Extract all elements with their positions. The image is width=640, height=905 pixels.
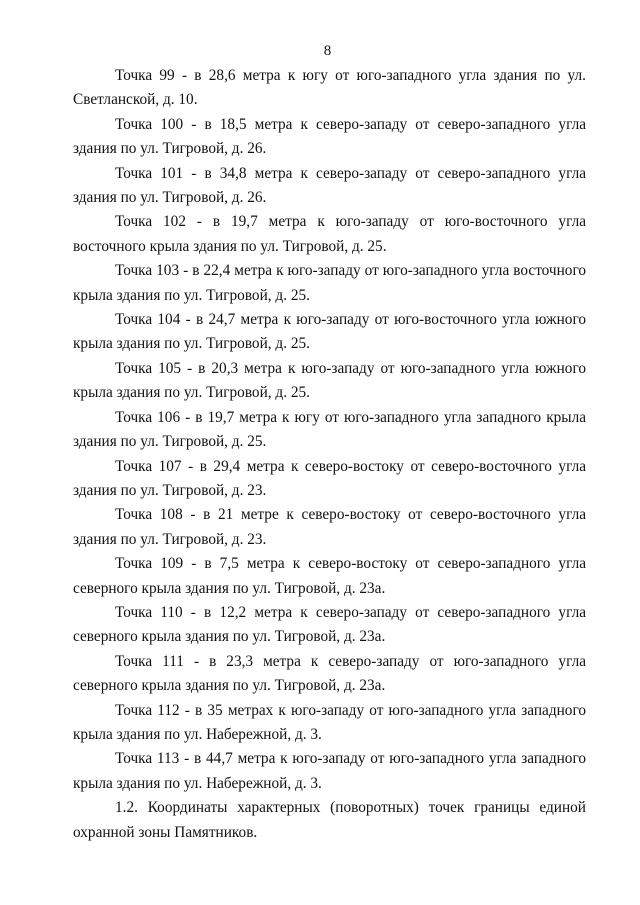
paragraph-point-100: Точка 100 - в 18,5 метра к северо-западу от северо-западного угла здания по ул. Тигровой, д. 26.: [73, 115, 586, 158]
paragraph-point-107: Точка 107 - в 29,4 метра к северо-востоку от северо-восточного угла здания по ул. Тигровой, д. 23.: [73, 457, 586, 499]
paragraph-point-111: Точка 111 - в 23,3 метра к северо-западу от юго-западного угла северного крыла здания по ул. Тигровой, д. 23а.: [73, 652, 586, 695]
paragraph-point-103: Точка 103 - в 22,4 метра к юго-западу от юго-западного угла восточного крыла здания по ул. Тигровой, д. 25.: [73, 262, 586, 304]
paragraph-point-102: Точка 102 - в 19,7 метра к юго-западу от юго-восточного угла восточного крыла здания по ул. Тигровой, д. 25.: [73, 213, 586, 255]
paragraph-point-109: Точка 109 - в 7,5 метра к северо-востоку от северо-западного угла северного крыла здания по ул. Тигровой, д. 23а.: [73, 555, 586, 597]
paragraph-point-110: Точка 110 - в 12,2 метра к северо-западу от северо-западного угла северного крыла здания по ул. Тигровой, д. 23а.: [73, 603, 586, 646]
paragraph-point-104: Точка 104 - в 24,7 метра к юго-западу от юго-восточного угла южного крыла здания по ул. Тигровой, д. 25.: [73, 311, 586, 353]
paragraph-point-99: Точка 99 - в 28,6 метра к югу от юго-западного угла здания по ул. Светланской, д. 10.: [73, 67, 586, 109]
paragraph-point-112: Точка 112 - в 35 метрах к юго-западу от юго-западного угла западного крыла здания по ул. Набережной, д. 3.: [73, 701, 586, 743]
document-body: [73, 64, 586, 845]
paragraph-section-1-2: 1.2. Координаты характерных (поворотных) точек границы единой охранной зоны Памятников.: [73, 799, 586, 841]
paragraph-point-113: Точка 113 - в 44,7 метра к юго-западу от юго-западного угла западного крыла здания по ул. Набережной, д. 3.: [73, 750, 586, 792]
paragraph-point-105: Точка 105 - в 20,3 метра к юго-западу от юго-западного угла южного крыла здания по ул. Тигровой, д. 25.: [73, 359, 586, 402]
paragraph-point-106: Точка 106 - в 19,7 метра к югу от юго-западного угла западного крыла здания по ул. Тигровой, д. 25.: [73, 408, 586, 451]
page-number: 8: [323, 43, 332, 59]
paragraph-point-108: Точка 108 - в 21 метре к северо-востоку от северо-восточного угла здания по ул. Тигровой, д. 23.: [73, 506, 586, 548]
paragraph-point-101: Точка 101 - в 34,8 метра к северо-западу от северо-западного угла здания по ул. Тигровой, д. 26.: [73, 164, 586, 207]
